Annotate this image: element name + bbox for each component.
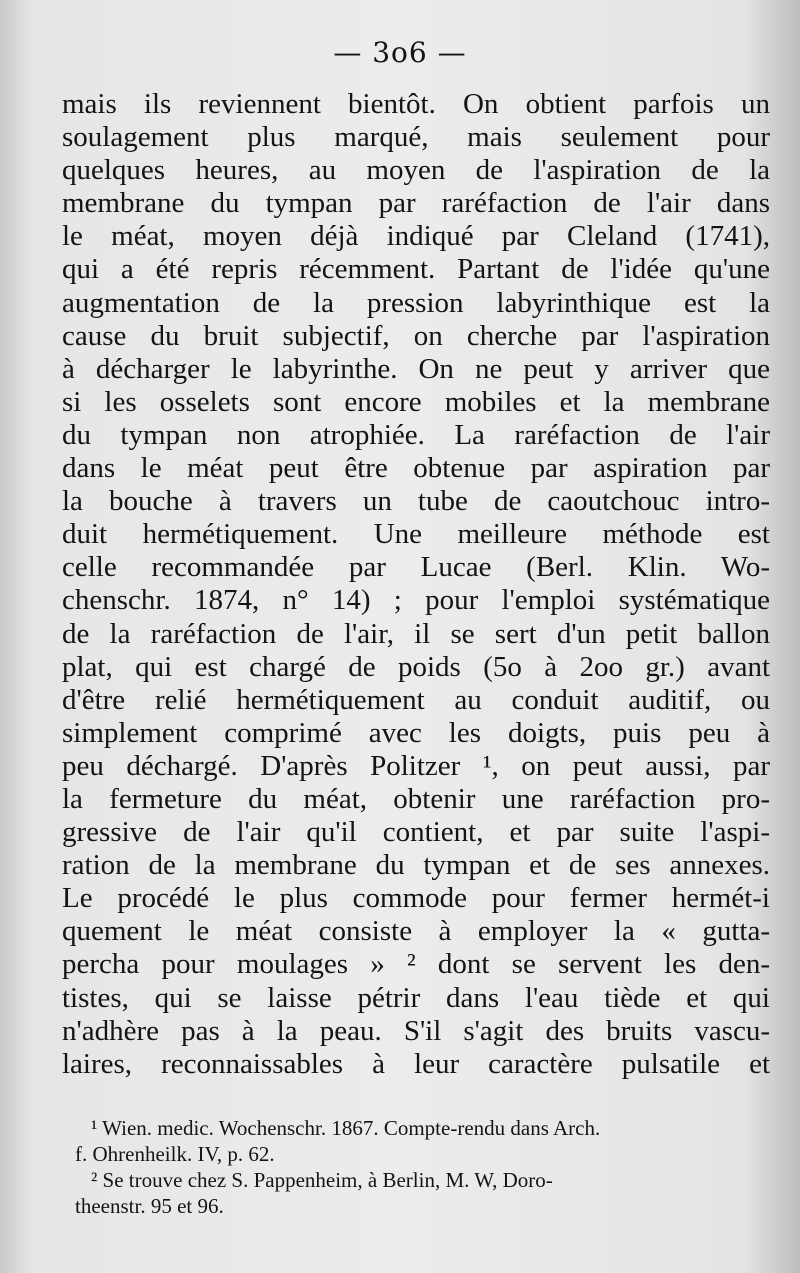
text-line: de la raréfaction de l'air, il se sert d'un petit ballon — [62, 617, 770, 650]
text-line: percha pour moulages » ² dont se servent les den- — [62, 948, 770, 981]
text-line: ration de la membrane du tympan et de ses annexes. — [62, 849, 770, 882]
footnotes — [75, 1115, 775, 1219]
text-line: Le procédé le plus commode pour fermer hermét-i — [62, 882, 770, 915]
footnote-1-continued: f. Ohrenheilk. IV, p. 62. — [75, 1142, 275, 1166]
text-line: gressive de l'air qu'il contient, et par suite l'aspi- — [62, 816, 770, 849]
text-line: celle recommandée par Lucae (Berl. Klin. Wo- — [62, 551, 770, 584]
text-line: plat, qui est chargé de poids (5o à 2oo gr.) avant — [62, 650, 770, 683]
text-line: membrane du tympan par raréfaction de l'air dans — [62, 187, 770, 220]
body-text — [62, 88, 770, 1081]
footnote-2: ² Se trouve chez S. Pappenheim, à Berlin, M. W, Doro- — [91, 1168, 553, 1192]
text-line: cause du bruit subjectif, on cherche par l'aspiration — [62, 319, 770, 352]
text-line: quement le méat consiste à employer la « gutta- — [62, 915, 770, 948]
text-line: d'être relié hermétiquement au conduit auditif, ou — [62, 683, 770, 716]
text-line: du tympan non atrophiée. La raréfaction de l'air — [62, 418, 770, 451]
text-line: augmentation de la pression labyrinthique est la — [62, 286, 770, 319]
text-line: duit hermétiquement. Une meilleure méthode est — [62, 518, 770, 551]
text-line: peu déchargé. D'après Politzer ¹, on peut aussi, par — [62, 749, 770, 782]
text-line: dans le méat peut être obtenue par aspiration par — [62, 452, 770, 485]
text-line: si les osselets sont encore mobiles et la membrane — [62, 385, 770, 418]
text-line: simplement comprimé avec les doigts, puis peu à — [62, 716, 770, 749]
text-line: mais ils reviennent bientôt. On obtient parfois un — [62, 88, 770, 120]
page-number: — 3o6 — — [333, 36, 467, 69]
text-line: chenschr. 1874, n° 14) ; pour l'emploi systématique — [62, 584, 770, 617]
text-line: à décharger le labyrinthe. On ne peut y arriver que — [62, 352, 770, 385]
text-line: tistes, qui se laisse pétrir dans l'eau tiède et qui — [62, 981, 770, 1014]
text-line: n'adhère pas à la peau. S'il s'agit des bruits vascu- — [62, 1014, 770, 1047]
text-line: qui a été repris récemment. Partant de l'idée qu'une — [62, 253, 770, 286]
text-line: la fermeture du méat, obtenir une raréfaction pro- — [62, 782, 770, 815]
text-line: soulagement plus marqué, mais seulement pour — [62, 121, 770, 154]
text-line: laires, reconnaissables à leur caractère pulsatile et — [62, 1047, 770, 1080]
footnote-1: ¹ Wien. medic. Wochenschr. 1867. Compte-rendu dans Arch. — [91, 1116, 601, 1140]
text-line: la bouche à travers un tube de caoutchouc intro- — [62, 485, 770, 518]
text-line: le méat, moyen déjà indiqué par Cleland (1741), — [62, 220, 770, 253]
footnote-2-continued: theenstr. 95 et 96. — [75, 1194, 224, 1218]
text-line: quelques heures, au moyen de l'aspiration de la — [62, 154, 770, 187]
